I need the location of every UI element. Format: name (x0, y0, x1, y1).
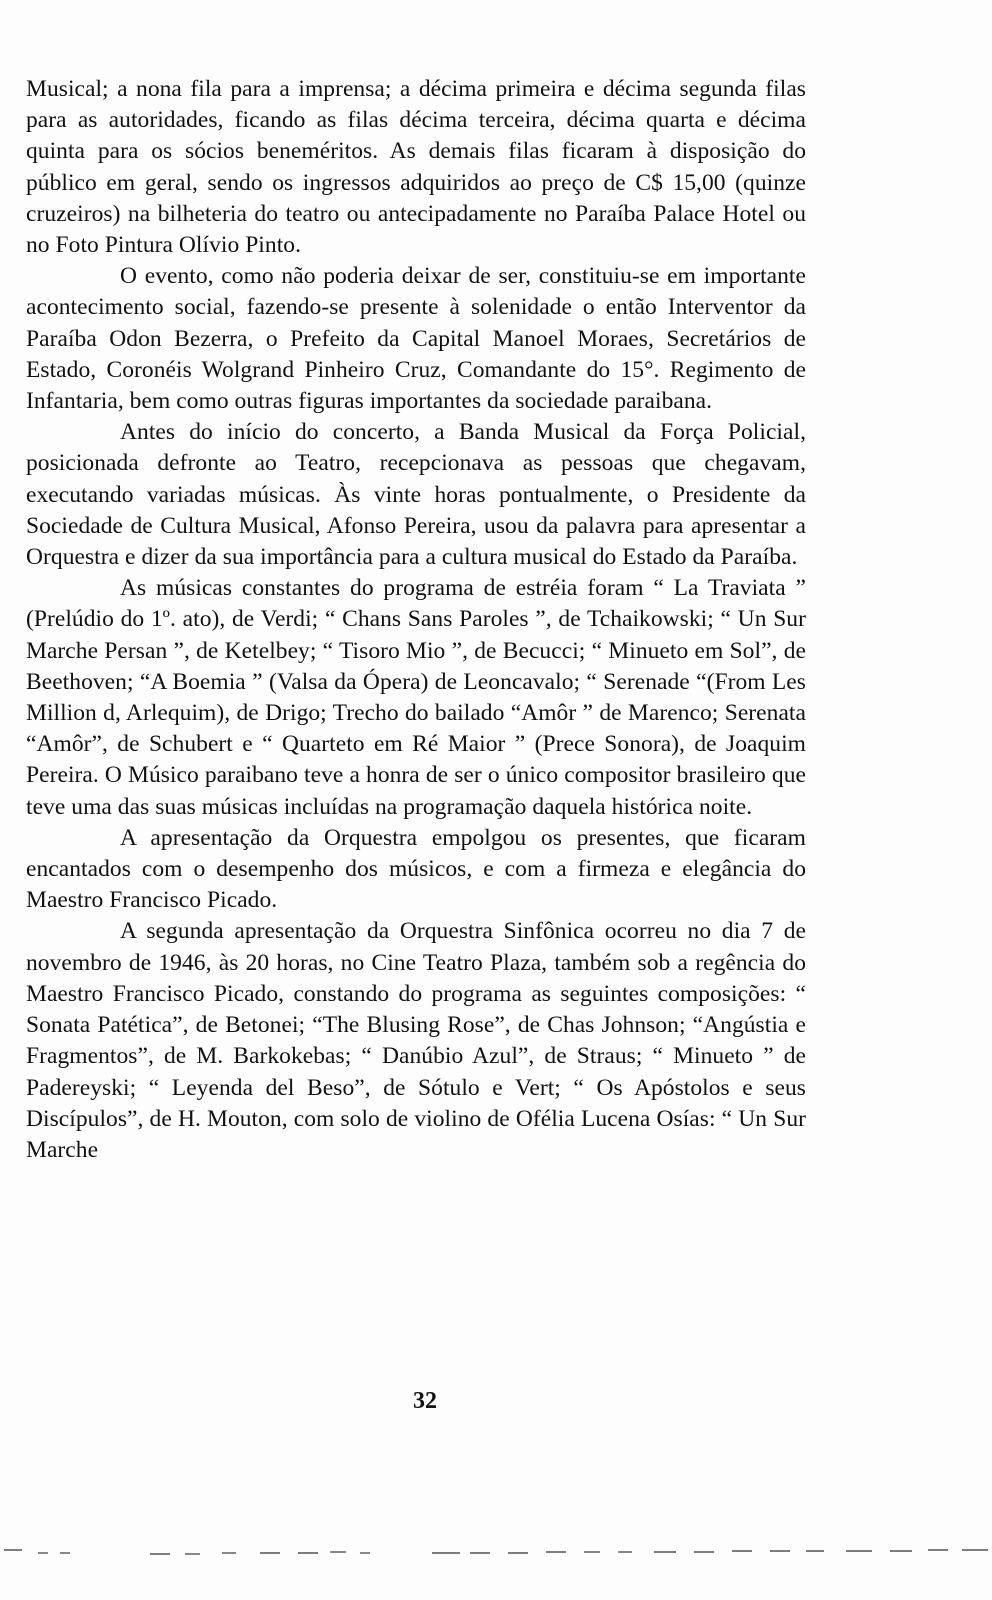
paragraph-audience-reaction: A apresentação da Orquestra empolgou os presentes, que ficaram encantados com o desempenho dos músicos, e com a firmeza e elegância do Maestro Francisco Picado. (26, 824, 806, 914)
paragraph-concert-opening: Antes do início do concerto, a Banda Musical da Força Policial, posicionada defronte ao Teatro, recepcionava as pessoas que chegavam, executando variadas músicas. Às vinte horas pontualmente, o Presidente da Sociedade de Cultura Musical, Afonso Pereira, usou da palavra para apresentar a Orquestra e dizer da sua importância para a cultura musical do Estado da Paraíba. (26, 419, 806, 571)
body-text (26, 74, 806, 1166)
paragraph-program-premiere: As músicas constantes do programa de estréia foram “ La Traviata ” (Prelúdio do 1º. ato), de Verdi; “ Chans Sans Paroles ”, de Tchaikowski; “ Un Sur Marche Persan ”, de Ketelbey; “ Tisoro Mio ”, de Becucci; “ Minueto em Sol”, de Beethoven; “A Boemia ” (Valsa da Ópera) de Leoncavalo; “ Serenade “(From Les Million d, Arlequim), de Drigo; Trecho do bailado “Amôr ” de Marenco; Serenata “Amôr”, de Schubert e “ Quarteto em Ré Maior ” (Prece Sonora), de Joaquim Pereira. O Músico paraibano teve a honra de ser o único compositor brasileiro que teve uma das suas músicas incluídas na programação daquela histórica noite. (26, 575, 806, 820)
page-number: 32 (413, 1388, 437, 1414)
paragraph-second-presentation: A segunda apresentação da Orquestra Sinfônica ocorreu no dia 7 de novembro de 1946, às 20 horas, no Cine Teatro Plaza, também sob a regência do Maestro Francisco Picado, constando do programa as seguintes composições: “ Sonata Patética”, de Betonei; “The Blusing Rose”, de Chas Johnson; “Angústia e Fragmentos”, de M. Barkokebas; “ Danúbio Azul”, de Straus; “ Minueto ” de Padereyski; “ Leyenda del Beso”, de Sótulo e Vert; “ Os Apóstolos e seus Discípulos”, de H. Mouton, com solo de violino de Ofélia Lucena Osías: “ Un Sur Marche (26, 918, 806, 1163)
paragraph-continuation: Musical; a nona fila para a imprensa; a décima primeira e décima segunda filas para as autoridades, ficando as filas décima terceira, décima quarta e décima quinta para os sócios beneméritos. As demais filas ficaram à disposição do público em geral, sendo os ingressos adquiridos ao preço de C$ 15,00 (quinze cruzeiros) na bilheteria do teatro ou antecipadamente no Paraíba Palace Hotel ou no Foto Pintura Olívio Pinto. (26, 76, 806, 259)
scan-edge-dashes (0, 1540, 992, 1564)
paragraph-event-social: O evento, como não poderia deixar de ser, constituiu-se em importante acontecimento social, fazendo-se presente à solenidade o então Interventor da Paraíba Odon Bezerra, o Prefeito da Capital Manoel Moraes, Secretários de Estado, Coronéis Wolgrand Pinheiro Cruz, Comandante do 15°. Regimento de Infantaria, bem como outras figuras importantes da sociedade paraibana. (26, 263, 806, 415)
